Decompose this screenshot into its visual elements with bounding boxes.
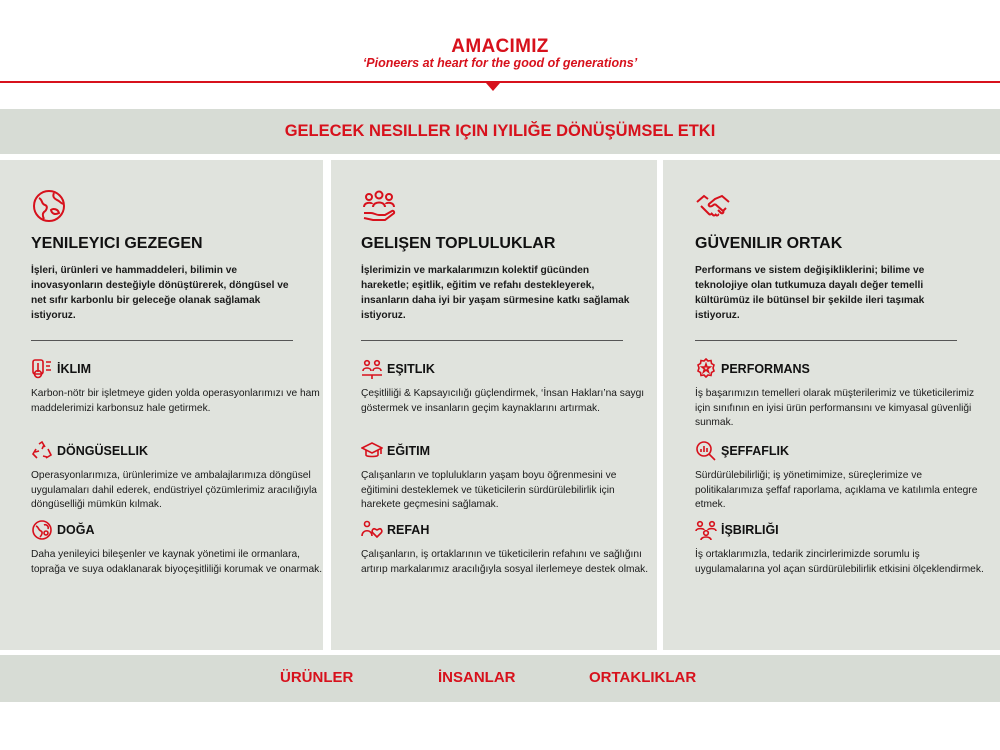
focus-item-title: ŞEFFAFLIK bbox=[721, 444, 790, 458]
column-regenerative-planet bbox=[0, 160, 323, 650]
focus-item-transparency bbox=[695, 438, 987, 513]
balance-people-icon bbox=[361, 358, 383, 380]
purpose-subtitle: ‘Pioneers at heart for the good of generations’ bbox=[362, 56, 638, 70]
focus-item-title: REFAH bbox=[387, 523, 430, 537]
nature-globe-icon bbox=[31, 519, 53, 541]
focus-item-title: DOĞA bbox=[57, 523, 95, 537]
column-title: YENILEYICI GEZEGEN bbox=[31, 235, 203, 252]
people-network-icon bbox=[695, 519, 717, 541]
focus-item-description: Operasyonlarımıza, ürünlerimize ve ambalajlarımıza döngüsel uygulamaları dahil ederek, endüstriyel çözümlerimiz aracılığıyla döngüselliği mümkün kılmak. bbox=[31, 470, 317, 510]
focus-item-wellbeing bbox=[361, 517, 653, 577]
focus-item-collaboration bbox=[695, 517, 987, 577]
column-title: GÜVENILIR ORTAK bbox=[695, 235, 843, 252]
column-thriving-communities bbox=[331, 160, 657, 650]
focus-item-title: İŞBIRLIĞI bbox=[721, 523, 779, 537]
column-description: İşleri, ürünleri ve hammaddeleri, bilimin ve inovasyonların desteğiyle dönüştürerek, döngüsel ve net sıfır karbonlu bir geleceğe olanak sağlamak istiyoruz. bbox=[31, 265, 289, 321]
focus-item-title: EĞITIM bbox=[387, 444, 431, 458]
down-arrow-icon bbox=[486, 83, 500, 91]
thermometer-icon bbox=[31, 358, 53, 380]
focus-item-description: Karbon-nötr bir işletmeye giden yolda operasyonlarımızı ve ham maddelerimizi karbonsuz hale getirmek. bbox=[31, 388, 320, 414]
column-divider bbox=[361, 340, 623, 341]
footer-label-products: ÜRÜNLER bbox=[280, 669, 354, 686]
focus-item-description: Çalışanların ve toplulukların yaşam boyu öğrenmesini ve eğitimini desteklemek ve tüketicilerin sürdürülebilirlik için harekete geçmesini sağlamak. bbox=[361, 470, 617, 510]
purpose-title: AMACIMIZ bbox=[451, 36, 549, 57]
recycle-icon bbox=[31, 440, 53, 462]
focus-item-title: PERFORMANS bbox=[721, 362, 810, 376]
graduation-cap-icon bbox=[361, 440, 383, 462]
focus-item-equity bbox=[361, 356, 653, 416]
focus-item-performance bbox=[695, 356, 987, 431]
magnifier-icon bbox=[695, 440, 717, 462]
focus-item-title: DÖNGÜSELLIK bbox=[57, 444, 148, 458]
focus-item-description: Çalışanların, iş ortaklarının ve tüketicilerin refahını ve sağlığını artırıp markalarımız aracılığıyla sosyal ilerlemeye destek olmak. bbox=[361, 549, 649, 575]
focus-item-climate bbox=[31, 356, 323, 416]
award-badge-icon bbox=[695, 358, 717, 380]
footer-label-people: İNSANLAR bbox=[438, 669, 516, 686]
focus-item-description: İş ortaklarımızla, tedarik zincirlerimizde sorumlu iş uygulamalarına yol açan sürdürülebilirlik etkisini ölçeklendirmek. bbox=[695, 549, 984, 575]
focus-item-nature bbox=[31, 517, 323, 577]
focus-item-title: İKLIM bbox=[57, 362, 92, 376]
column-trusted-partner bbox=[663, 160, 1000, 650]
handshake-icon bbox=[695, 188, 731, 224]
impact-banner-text: GELECEK NESILLER IÇIN IYILIĞE DÖNÜŞÜMSEL ETKI bbox=[284, 122, 716, 140]
person-heart-icon bbox=[361, 519, 383, 541]
header-divider bbox=[0, 81, 1000, 83]
focus-item-description: Sürdürülebilirliği; iş yönetimimize, süreçlerimize ve politikalarımıza şeffaf raporlama, açıklama ve katılımla entegre etmek. bbox=[695, 470, 978, 510]
focus-item-circularity bbox=[31, 438, 323, 513]
column-divider bbox=[695, 340, 957, 341]
globe-leaf-icon bbox=[31, 188, 67, 224]
column-description: İşlerimizin ve markalarımızın kolektif gücünden hareketle; eşitlik, eğitim ve refahı destekleyerek, insanların daha iyi bir yaşam sürmesine katkı sağlamak istiyoruz. bbox=[361, 265, 630, 321]
community-hand-icon bbox=[361, 188, 397, 224]
footer-label-partnerships: ORTAKLIKLAR bbox=[589, 669, 697, 686]
focus-item-description: Daha yenileyici bileşenler ve kaynak yönetimi ile ormanlara, toprağa ve suya odaklanarak biyoçeşitliliği korumak ve onarmak. bbox=[31, 549, 323, 575]
focus-item-description: Çeşitliliği & Kapsayıcılığı güçlendirmek, ‘İnsan Hakları’na saygı göstermek ve insanların geçim kaynaklarını artırmak. bbox=[361, 388, 645, 414]
column-divider bbox=[31, 340, 293, 341]
focus-item-title: EŞITLIK bbox=[387, 362, 435, 376]
impact-banner bbox=[0, 109, 1000, 154]
column-description: Performans ve sistem değişikliklerini; bilime ve teknolojiye olan tutkumuza dayalı değer temelli kültürümüz ile bütünsel bir şekilde ileri taşımak istiyoruz. bbox=[695, 265, 925, 321]
column-title: GELIŞEN TOPLULUKLAR bbox=[361, 235, 556, 252]
focus-item-education bbox=[361, 438, 653, 513]
focus-item-description: İş başarımızın temelleri olarak müşterilerimiz ve tüketicilerimiz için sınıfının en iyisi ürün performansını ve kimyasal güvenliği sunmak. bbox=[695, 388, 975, 428]
